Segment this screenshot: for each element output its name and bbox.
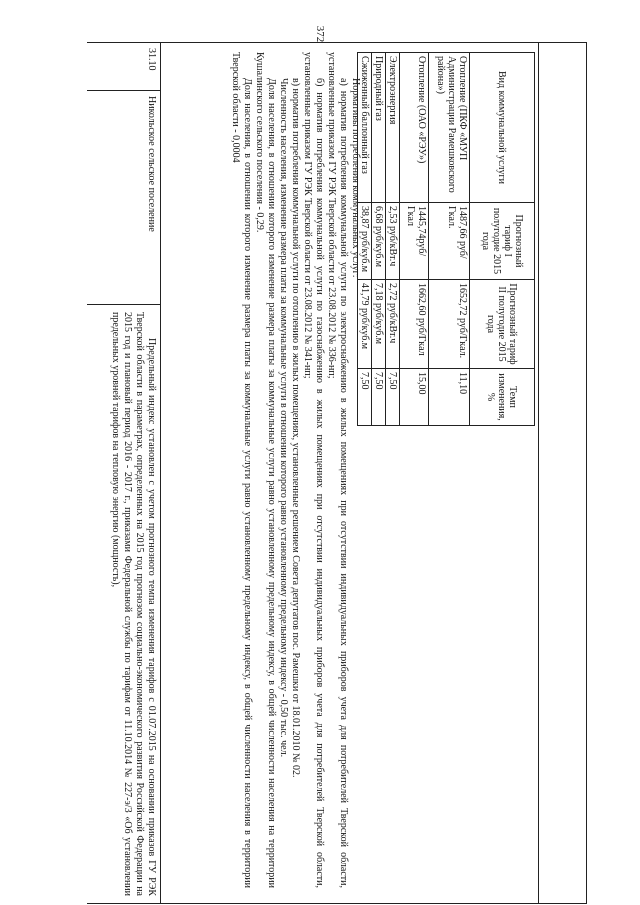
table-cell: 7,50 [386, 369, 400, 426]
table-cell: 1652,72 руб/Гкал. [429, 280, 470, 369]
table-cell: Отопление (ПКФ «МУП Администрации Рамешковского района») [429, 53, 470, 203]
row-number: 31.10 [146, 48, 157, 71]
table-header-cell: Темп изменения, % [470, 369, 535, 426]
table-cell: 15,00 [400, 369, 429, 426]
table-cell: 2,72 руб/кВт.ч [386, 280, 400, 369]
table-header-cell: Прогнозный тариф II полугодие 2015 года [470, 280, 535, 369]
table-header-cell: Вид коммунальной услуги [470, 53, 535, 203]
table-cell: 7,18 руб/куб.м [372, 280, 386, 369]
table-header-cell: Прогнозный тариф I полугодие 2015 года [470, 203, 535, 280]
table-cell: 41,79 руб/куб.м [358, 280, 372, 369]
paragraph: а) норматив потребления коммунальной услуги по электроснабжению в жилых помещениях при отсутствии индивидуальных приборов учета для потребителей Тверской области, установленные приказом ГУ РЭК Тверской области от 23.08.2012 № 336-нп; [326, 52, 349, 888]
table-row [372, 53, 386, 426]
paragraph: Численность населения, изменение размера платы за коммунальные услуги в отношении которого равно установленному предельному индексу - 0,50 тыс. чел. [278, 78, 289, 758]
settlement-name: Никольское сельское поселение [146, 96, 157, 232]
page-number: 372 [314, 25, 326, 43]
tariff-table [357, 52, 535, 426]
table-row [386, 53, 400, 426]
table-cell: 38,87 руб/куб.м [358, 203, 372, 280]
table-cell: Сжиженный баллонный газ [358, 53, 372, 203]
table-top-border [586, 42, 587, 904]
paragraph: Нормативы потребления коммунальных услуг: [350, 78, 361, 278]
table-cell: Электроэнергия [386, 53, 400, 203]
column-divider [87, 304, 161, 305]
table-cell: 1445,74руб/Гкал [400, 203, 429, 280]
previous-row-content [229, 52, 535, 888]
table-cell: 7,50 [358, 369, 372, 426]
table-cell: Отопление (ОАО «РЭУ») [400, 53, 429, 203]
column-divider [87, 90, 161, 91]
row-divider-prev-top [538, 42, 539, 904]
paragraph: б) норматив потребления коммунальной услуги по газоснабжению в жилых помещениях при отсутствии индивидуальных приборов учета для потребителей Тверской области, установленные приказом ГУ РЭК Тверской области от 23.08.2012 № 341-нп; [302, 52, 325, 888]
rotated-document-page [87, 42, 587, 904]
paragraph: в) норматив потребления коммунальной услуги по отоплению в жилых помещениях, установленные решением Совета депутатов пос. Рамешки от 18.01.2010 № 02. [290, 78, 301, 778]
table-cell: Природный газ [372, 53, 386, 203]
paragraph: Доля населения, в отношении которого изменение размера платы за коммунальные услуги равно установленному предельному индексу, в общей численности населения в территории Тверской области - 0,0004 [230, 52, 253, 888]
table-cell: 7,50 [372, 369, 386, 426]
row-31-10-text [109, 312, 157, 896]
table-cell: 2,53 руб/кВт.ч [386, 203, 400, 280]
paragraph: Доля населения, в отношении которого изменение размера платы за коммунальные услуги равно установленному предельному индексу, в общей численности населения на территории Кушалинского сельского поселения - 0,29. [254, 52, 277, 888]
table-cell: 1487,66 руб/Гкал. [429, 203, 470, 280]
table-row [429, 53, 470, 426]
row-divider-31-10 [160, 42, 161, 904]
table-row [400, 53, 429, 426]
table-left-border [87, 42, 587, 43]
table-right-border [87, 903, 587, 904]
table-cell: 11,10 [429, 369, 470, 426]
table-header-row [470, 53, 535, 426]
table-cell: 1662,60 руб/Гкал [400, 280, 429, 369]
paragraph: Предельный индекс установлен с учетом прогнозного темпа изменения тарифов с 01.07.2015 на основании приказов ГУ РЭК Тверской области в параметрах, определенных на 2015 год прогнозом социально-экономического развития Российской Федерации на 2015 год и плановый период 2016 - 2017 г., приказами Федеральной службы по тарифам от 11.10.2014 № 227-э/3 «Об установлении предельных уровней тарифов на тепловую энергию (мощность), [110, 312, 157, 896]
table-row [358, 53, 372, 426]
table-cell: 6,68 руб/куб.м [372, 203, 386, 280]
